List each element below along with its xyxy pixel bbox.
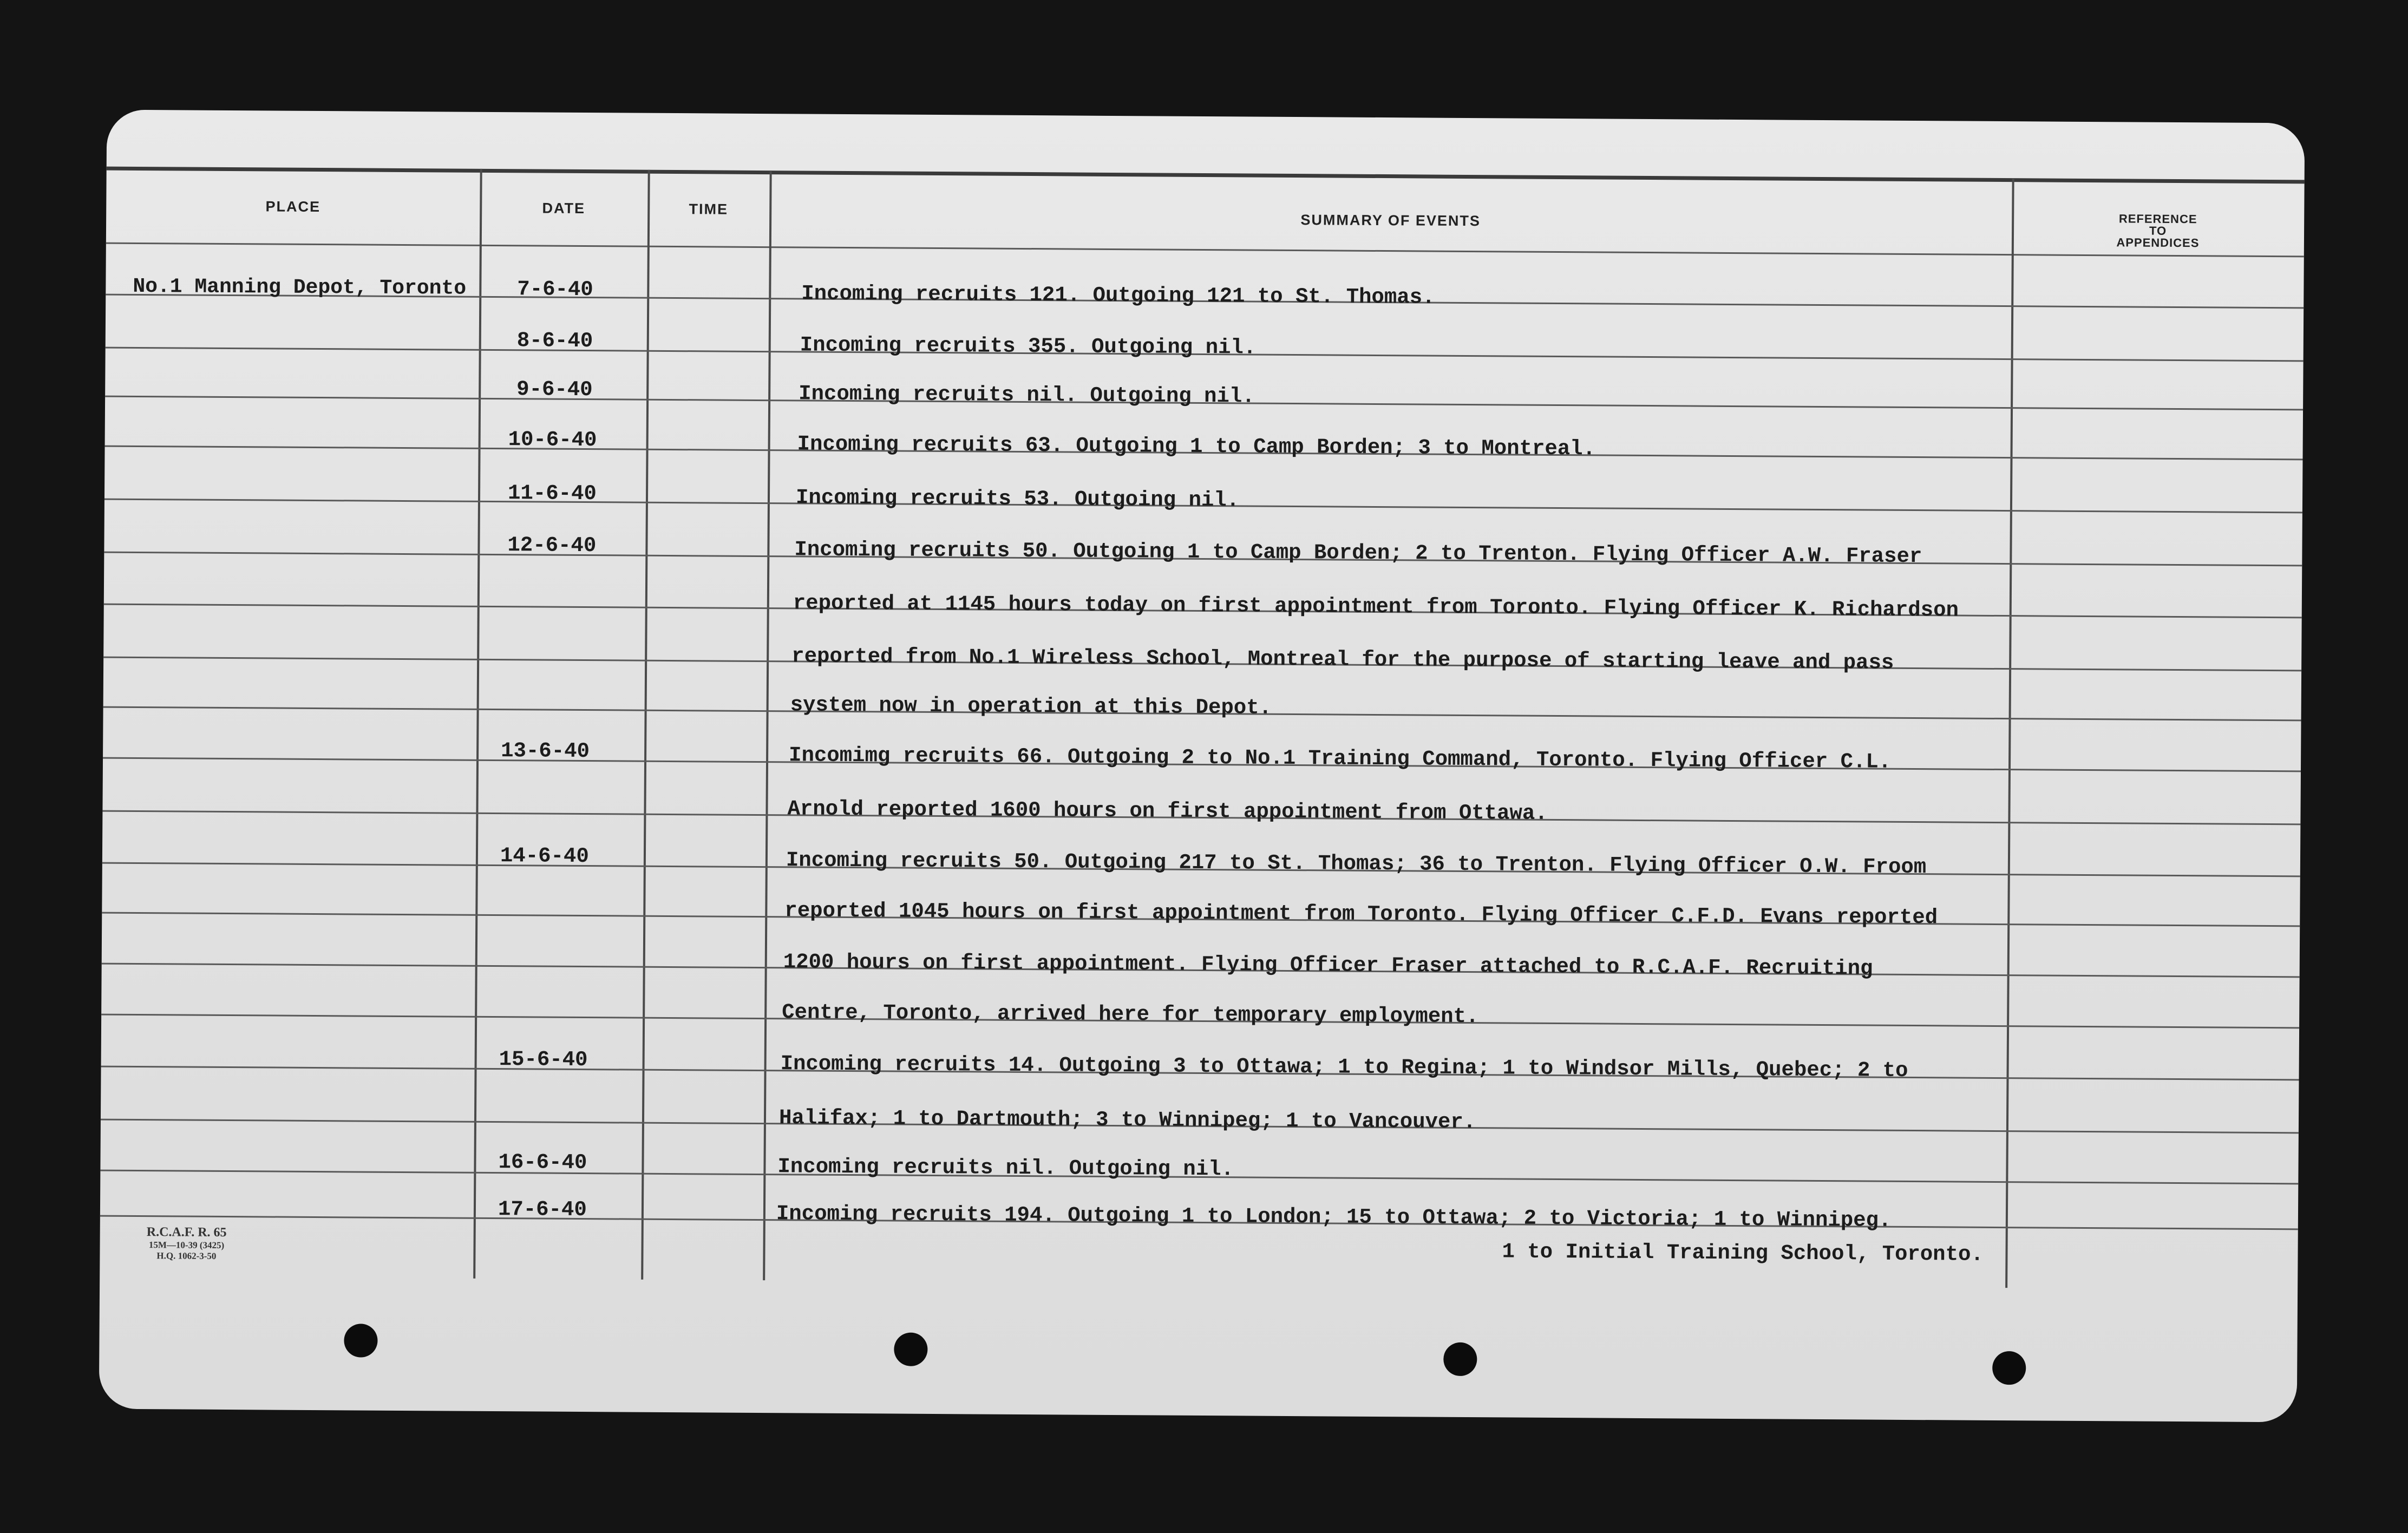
entry-date: 8-6-40 [516,329,593,353]
entry-summary-line: Incoming recruits 121. Outgoing 121 to St. Thomas. [801,281,1435,310]
entry-summary-line: Incoming recruits 53. Outgoing nil. [795,486,1240,513]
entry-date: 10-6-40 [508,428,597,453]
header-reference [2012,212,2304,250]
continuation-line: 1 to Initial Training School, Toronto. [1502,1240,1984,1267]
divider-place-date [473,169,482,1279]
entry-summary-line: 1200 hours on first appointment. Flying Officer Fraser attached to R.C.A.F. Recruiting [783,950,1873,981]
entry-date: 17-6-40 [498,1197,587,1222]
entry-date: 11-6-40 [507,481,597,506]
entry-summary-line: Incoming recruits 50. Outgoing 1 to Camp Borden; 2 to Trenton. Flying Officer A.W. Fraser [794,538,1922,569]
entry-date: 13-6-40 [501,739,590,764]
place-entry: No.1 Manning Depot, Toronto [133,274,467,300]
form-code-line-1: R.C.A.F. R. 65 [146,1225,227,1240]
ruled-lines [107,110,2305,123]
diary-form-card [99,110,2305,1423]
entry-date: 14-6-40 [500,844,589,869]
divider-date-time [641,170,650,1280]
divider-time-summary [763,171,772,1280]
entry-summary-line: reported from No.1 Wireless School, Montreal for the purpose of starting leave and pass [791,644,1894,675]
entry-date: 7-6-40 [517,277,593,302]
entry-summary-line: Centre, Toronto, arrived here for temporary employment. [782,1000,1479,1029]
header-reference-line-2: TO [2149,224,2167,238]
header-place: PLACE [265,198,321,215]
punch-hole-2 [894,1333,927,1366]
entry-date: 15-6-40 [499,1047,588,1072]
header-date: DATE [542,200,586,217]
divider-summary-reference [2005,178,2014,1288]
entry-summary-line: Arnold reported 1600 hours on first appointment from Ottawa. [787,797,1548,826]
form-code-line-3: H.Q. 1062-3-50 [156,1250,217,1261]
entry-summary-line: Halifax; 1 to Dartmouth; 3 to Winnipeg; 1 to Vancouver. [778,1106,1476,1135]
form-code-line-2: 15M—10-39 (3425) [148,1240,225,1250]
header-top-rule [107,167,2305,184]
punch-hole-4 [1992,1351,2026,1385]
entry-date: 9-6-40 [516,377,593,402]
entry-summary-line: Incoming recruits 14. Outgoing 3 to Ottawa; 1 to Regina; 1 to Windsor Mills, Quebec; 2 to [780,1052,1908,1083]
form-code [110,1225,262,1262]
entry-summary-line: system now in operation at this Depot. [790,693,1272,720]
entry-summary-line: Incoming recruits nil. Outgoing nil. [777,1155,1234,1182]
entry-summary-line: reported 1045 hours on first appointment from Toronto. Flying Officer C.F.D. Evans reported [784,899,1938,930]
header-time: TIME [689,201,729,218]
entry-summary-line: Incomimg recruits 66. Outgoing 2 to No.1 Training Command, Toronto. Flying Officer C.L. [788,743,1892,774]
header-summary: SUMMARY OF EVENTS [1300,212,1481,230]
header-reference-line-1: REFERENCE [2118,212,2197,226]
header-bottom-rule [106,243,2304,258]
entry-summary-line: Incoming recruits 194. Outgoing 1 to London; 15 to Ottawa; 2 to Victoria; 1 to Winnipeg. [776,1202,1892,1233]
entry-date: 16-6-40 [498,1150,587,1175]
punch-hole-1 [344,1324,377,1357]
entry-summary-line: Incoming recruits 355. Outgoing nil. [800,333,1257,360]
entry-summary-line: Incoming recruits 63. Outgoing 1 to Camp Borden; 3 to Montreal. [797,432,1596,461]
entry-summary-line: Incoming recruits 50. Outgoing 217 to St. Thomas; 36 to Trenton. Flying Officer O.W. Froom [786,848,1927,880]
entry-summary-line: reported at 1145 hours today on first appointment from Toronto. Flying Officer K. Richardson [793,591,1959,623]
header-reference-line-3: APPENDICES [2116,235,2200,250]
punch-hole-3 [1443,1342,1477,1376]
entry-date: 12-6-40 [507,533,597,558]
entry-summary-line: Incoming recruits nil. Outgoing nil. [799,382,1255,409]
